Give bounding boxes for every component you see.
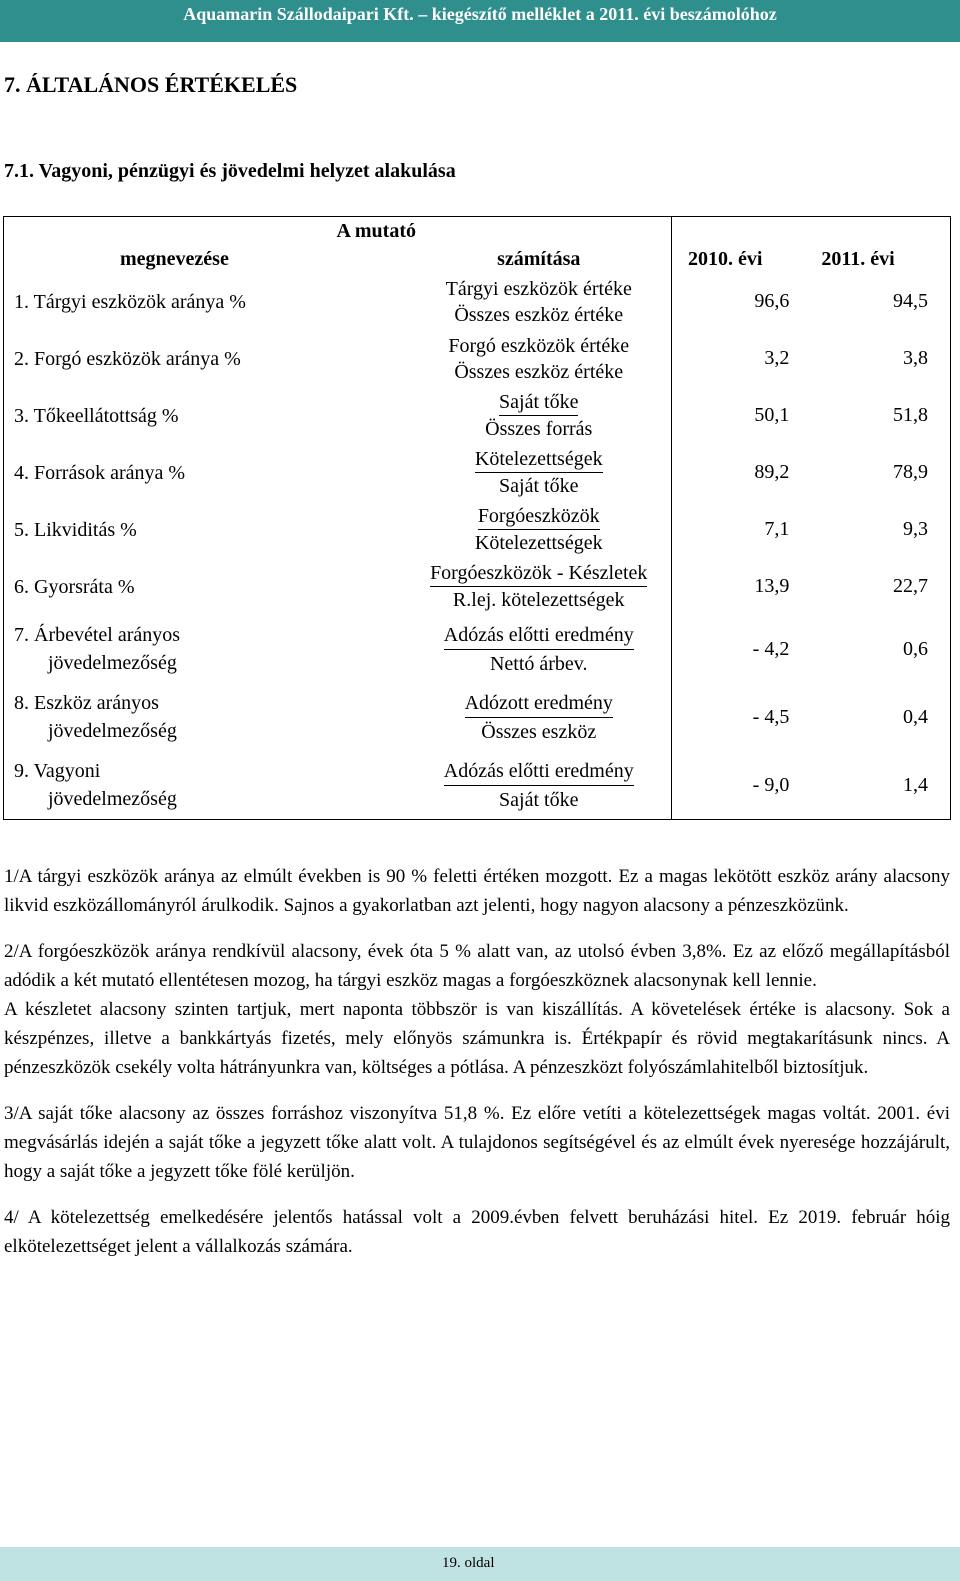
col-header-2010: 2010. évi bbox=[671, 245, 811, 273]
table-row: 9. Vagyoni jövedelmezőség $\frac{\text{Adózás előtti eredmény}}{\text{Saját tőke}}$ - 9,0 1,4 bbox=[4, 751, 951, 820]
page-header-banner bbox=[0, 0, 960, 42]
table-header-row-1 bbox=[4, 217, 951, 246]
paragraph: 3/A saját tőke alacsony az összes forráshoz viszonyítva 51,8 %. Ez előre vetíti a kötelezettségek magas voltát. 2001. évi megvásárlás idején a saját tőke a jegyzett tőke alatt volt. A tulajdonos segítségével és az elmúlt évek nyeresége hozzájárult, hogy a saját tőke a jegyzett tőke fölé kerüljön. bbox=[4, 1103, 950, 1182]
header-text: Aquamarin Szállodaipari Kft. – kiegészítő melléklet a 2011. évi beszámolóhoz bbox=[183, 4, 777, 24]
col-header-name: megnevezése bbox=[4, 245, 407, 273]
page-number: 19. oldal bbox=[442, 1555, 495, 1571]
indicator-table bbox=[3, 216, 951, 820]
paragraph: A készletet alacsony szinten tartjuk, mert naponta többször is van kiszállítás. A követelések értéke is alacsony. Sok a készpénzes, illetve a bankkártyás fizetés, mely előnyös számunkra is. Értékpapír és rövid megtakarításunk nincs. A pénzeszközök csekély volta hátrányunkra van, költséges a pótlása. A pénzeszközt folyószámlahitelből biztosítjuk. bbox=[4, 999, 950, 1078]
col-header-2011: 2011. évi bbox=[811, 245, 950, 273]
evaluation-text bbox=[4, 862, 950, 1278]
paragraph: 1/A tárgyi eszközök aránya az elmúlt években is 90 % feletti értéken mozgott. Ez a magas lekötött eszköz arány alacsony likvid eszközállományról árulkodik. Sajnos a gyakorlatban azt jelenti, hogy nagyon alacsony a pénzeszközünk. bbox=[4, 866, 950, 916]
table-row: 7. Árbevétel arányos jövedelmezőség $\frac{\text{Adózás előtti eredmény}}{\text{Nettó árbev.}}$ - 4,2 0,6 bbox=[4, 615, 951, 683]
table-row: 2. Forgó eszközök aránya % Forgó eszközök értéke Összes eszköz értéke 3,2 3,8 bbox=[4, 330, 951, 387]
paragraph: 2/A forgóeszközök aránya rendkívül alacsony, évek óta 5 % alatt van, az utolsó évben 3,8%. Ez az előző megállapításból adódik a két mutató ellentétesen mozog, ha tárgyi eszköz magas a forgóeszköznek alacsonynak kell lennie. bbox=[4, 941, 950, 991]
table-row: 3. Tőkeellátottság % $\frac{\text{Saját tőke}}{\text{Összes forrás}}$ 50,1 51,8 bbox=[4, 387, 951, 444]
subsection-title: 7.1. Vagyoni, pénzügyi és jövedelmi helyzet alakulása bbox=[4, 160, 456, 182]
paragraph: 4/ A kötelezettség emelkedésére jelentős hatással volt a 2009.évben felvett beruházási hitel. Ez 2019. február hóig elkötelezettséget jelent a vállalkozás számára. bbox=[4, 1207, 950, 1257]
table-header-row-2 bbox=[4, 245, 951, 273]
group-header: A mutató bbox=[336, 219, 416, 242]
table-row: 1. Tárgyi eszközök aránya % Tárgyi eszközök értéke Összes eszköz értéke 96,6 94,5 bbox=[4, 273, 951, 330]
page-footer bbox=[0, 1547, 960, 1581]
table-row: 4. Források aránya % $\frac{\text{Kötelezettségek}}{\text{Saját tőke}}$ 89,2 78,9 bbox=[4, 444, 951, 501]
section-title: 7. ÁLTALÁNOS ÉRTÉKELÉS bbox=[4, 72, 298, 97]
col-header-calc: számítása bbox=[497, 247, 581, 270]
table-row: 6. Gyorsráta % $\frac{\text{Forgóeszközök - Készletek}}{\text{R.lej. kötelezettségek}}$ 13,9 22,7 bbox=[4, 558, 951, 615]
table-row: 5. Likviditás % $\frac{\text{Forgóeszközök}}{\text{Kötelezettségek}}$ 7,1 9,3 bbox=[4, 501, 951, 558]
table-row: 8. Eszköz arányos jövedelmezőség $\frac{\text{Adózott eredmény}}{\text{Összes eszköz}}$ - 4,5 0,4 bbox=[4, 683, 951, 751]
